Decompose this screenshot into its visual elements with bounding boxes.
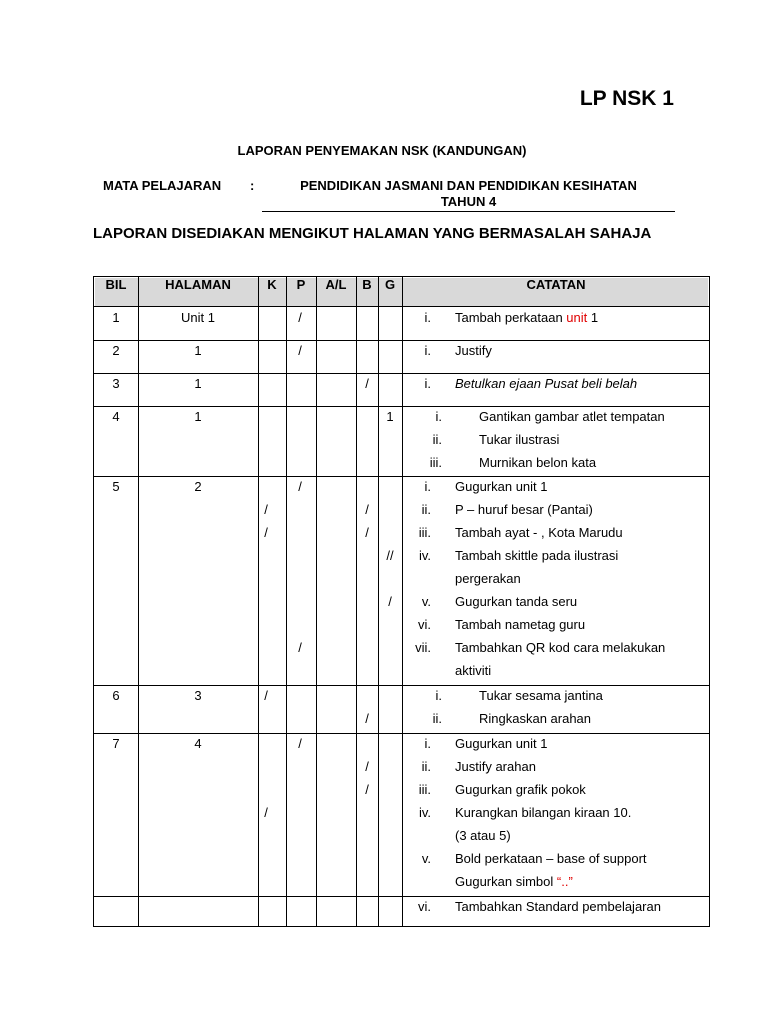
note-number: i. xyxy=(435,409,442,424)
cell-bil: 2 xyxy=(112,343,120,358)
note-number: v. xyxy=(421,594,431,609)
header-bil: BIL xyxy=(105,277,127,292)
header-al: A/L xyxy=(325,277,347,292)
note-text: pergerakan xyxy=(455,571,521,586)
mark-p: / xyxy=(298,640,302,655)
note-number: iii. xyxy=(429,455,442,470)
header-g: G xyxy=(384,277,396,292)
note-text: Tambahkan Standard pembelajaran xyxy=(455,899,661,914)
note-text: Justify xyxy=(455,343,492,358)
mark-g: 1 xyxy=(386,409,394,424)
subject-label: MATA PELAJARAN xyxy=(103,178,222,193)
cell-bil: 4 xyxy=(112,409,120,424)
mark-b: / xyxy=(365,376,369,391)
note-number: ii. xyxy=(432,432,442,447)
note-number: ii. xyxy=(432,711,442,726)
cell-halaman: 3 xyxy=(194,688,202,703)
note-highlight: “..” xyxy=(556,874,573,889)
mark-g: / xyxy=(388,594,392,609)
cell-halaman: 1 xyxy=(194,376,202,391)
row-divider xyxy=(94,340,709,341)
row-divider xyxy=(94,406,709,407)
row-divider xyxy=(94,685,709,686)
header-catatan: CATATAN xyxy=(526,277,586,292)
note-number: ii. xyxy=(421,759,431,774)
note-text-part: Gugurkan simbol xyxy=(455,874,557,889)
report-note: LAPORAN DISEDIAKAN MENGIKUT HALAMAN YANG BERMASALAH SAHAJA xyxy=(93,225,652,242)
note-text: aktiviti xyxy=(455,663,492,678)
note-number: iii. xyxy=(418,525,431,540)
mark-g: // xyxy=(386,548,394,563)
cell-bil: 5 xyxy=(112,479,120,494)
mark-k: / xyxy=(264,502,268,517)
note-number: iv. xyxy=(418,548,431,563)
row-divider xyxy=(94,476,709,477)
column-divider xyxy=(316,277,317,926)
mark-p: / xyxy=(298,343,302,358)
note-number: v. xyxy=(421,851,431,866)
note-text: Gugurkan tanda seru xyxy=(455,594,578,609)
note-number: i. xyxy=(424,310,431,325)
header-p: P xyxy=(296,277,306,292)
note-text: Tukar sesama jantina xyxy=(479,688,603,703)
row-divider xyxy=(94,896,709,897)
note-text: Tambah skittle pada ilustrasi xyxy=(455,548,619,563)
mark-b: / xyxy=(365,759,369,774)
note-text: Gugurkan unit 1 xyxy=(455,736,548,751)
cell-halaman: 4 xyxy=(194,736,202,751)
cell-halaman: 1 xyxy=(194,409,202,424)
note-number: vi. xyxy=(418,617,431,632)
review-table xyxy=(93,276,710,927)
note-number: i. xyxy=(424,343,431,358)
note-text xyxy=(455,874,573,890)
subject-line-1: PENDIDIKAN JASMANI DAN PENDIDIKAN KESIHATAN xyxy=(300,178,637,193)
note-number: iv. xyxy=(418,805,431,820)
note-text-part: Tambah perkataan xyxy=(455,310,567,325)
header-k: K xyxy=(267,277,277,292)
note-number: ii. xyxy=(421,502,431,517)
note-number: i. xyxy=(424,376,431,391)
mark-b: / xyxy=(365,525,369,540)
mark-k: / xyxy=(264,688,268,703)
mark-p: / xyxy=(298,736,302,751)
column-divider xyxy=(258,277,259,926)
mark-b: / xyxy=(365,502,369,517)
row-divider xyxy=(94,306,709,307)
cell-halaman: 1 xyxy=(194,343,202,358)
note-text: Tambahkan QR kod cara melakukan xyxy=(455,640,666,655)
mark-b: / xyxy=(365,782,369,797)
mark-k: / xyxy=(264,525,268,540)
note-text: Tukar ilustrasi xyxy=(479,432,560,447)
header-b: B xyxy=(362,277,372,292)
cell-bil: 1 xyxy=(112,310,120,325)
subject-colon: : xyxy=(250,178,255,193)
row-divider xyxy=(94,733,709,734)
column-divider xyxy=(286,277,287,926)
document-code: LP NSK 1 xyxy=(579,87,674,110)
note-text: Ringkaskan arahan xyxy=(479,711,592,726)
note-text xyxy=(455,310,598,326)
report-title: LAPORAN PENYEMAKAN NSK (KANDUNGAN) xyxy=(237,143,527,158)
note-number: i. xyxy=(424,736,431,751)
note-highlight: unit xyxy=(566,310,588,325)
mark-p: / xyxy=(298,479,302,494)
subject-line-2: TAHUN 4 xyxy=(440,194,497,209)
row-divider xyxy=(94,373,709,374)
note-text: Kurangkan bilangan kiraan 10. xyxy=(455,805,632,820)
column-divider xyxy=(356,277,357,926)
column-divider xyxy=(138,277,139,926)
note-text: P – huruf besar (Pantai) xyxy=(455,502,593,517)
mark-k: / xyxy=(264,805,268,820)
note-text: Tambah nametag guru xyxy=(455,617,586,632)
note-text-part: 1 xyxy=(587,310,599,325)
cell-halaman: Unit 1 xyxy=(181,310,215,325)
note-number: vii. xyxy=(415,640,431,655)
cell-bil: 7 xyxy=(112,736,120,751)
note-number: i. xyxy=(435,688,442,703)
cell-bil: 3 xyxy=(112,376,120,391)
cell-bil: 6 xyxy=(112,688,120,703)
cell-halaman: 2 xyxy=(194,479,202,494)
note-number: i. xyxy=(424,479,431,494)
mark-p: / xyxy=(298,310,302,325)
note-number: vi. xyxy=(418,899,431,914)
note-text: Bold perkataan – base of support xyxy=(455,851,647,866)
note-number: iii. xyxy=(418,782,431,797)
mark-b: / xyxy=(365,711,369,726)
note-text: Murnikan belon kata xyxy=(479,455,597,470)
subject-value xyxy=(262,178,675,212)
note-text: Tambah ayat - , Kota Marudu xyxy=(455,525,623,540)
header-halaman: HALAMAN xyxy=(165,277,231,292)
note-text: Gantikan gambar atlet tempatan xyxy=(479,409,665,424)
note-text: (3 atau 5) xyxy=(455,828,511,843)
note-text: Gugurkan unit 1 xyxy=(455,479,548,494)
note-text: Betulkan ejaan Pusat beli belah xyxy=(455,376,638,391)
note-text: Justify arahan xyxy=(455,759,536,774)
note-text: Gugurkan grafik pokok xyxy=(455,782,586,797)
